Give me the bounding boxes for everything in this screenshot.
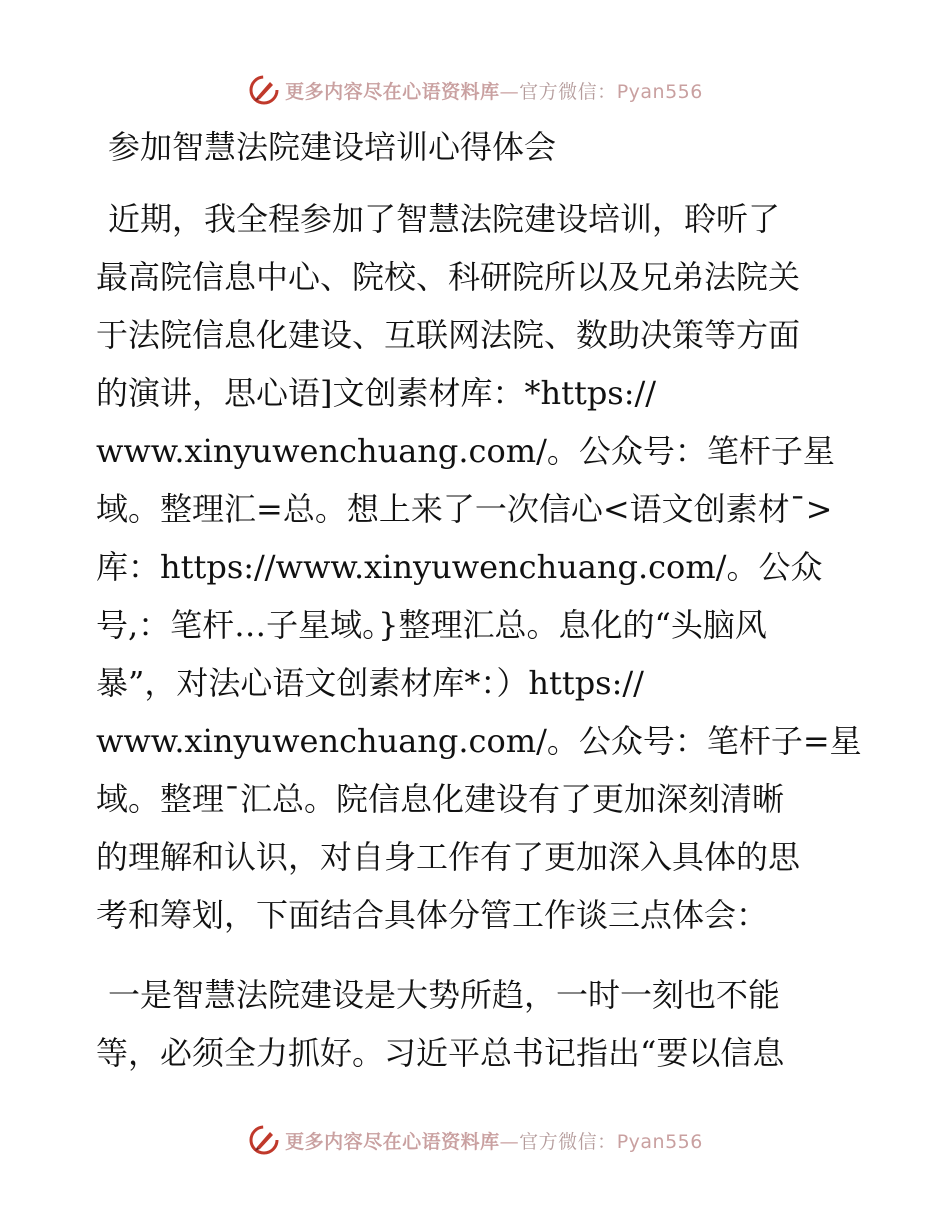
- header-watermark-banner: [0, 68, 950, 112]
- watermark-text: [285, 77, 703, 104]
- text-line: 域。整理¯汇总。院信息化建设有了更加深刻清晰: [96, 780, 785, 818]
- pen-logo-icon: [247, 73, 281, 107]
- watermark-sub: 官方微信：: [519, 80, 617, 103]
- watermark-wechat-id: Pyan556: [616, 80, 703, 103]
- text-line: 考和筹划，下面结合具体分管工作谈三点体会：: [96, 896, 769, 934]
- text-line: 最高院信息中心、院校、科研院所以及兄弟法院关: [96, 258, 801, 296]
- text-line: 暴”，对法心语文创素材库*：）https://: [96, 664, 644, 702]
- watermark-separator: —: [499, 1130, 520, 1153]
- text-line: 等，必须全力抓好。习近平总书记指出“要以信息: [96, 1034, 785, 1072]
- paragraph-1: [96, 190, 862, 944]
- document-title: 参加智慧法院建设培训心得体会: [108, 128, 557, 166]
- paragraph-2: [96, 966, 856, 1082]
- watermark-separator: —: [499, 80, 520, 103]
- text-line: 号,：笔杆…子星域。}整理汇总。息化的“头脑风: [96, 606, 767, 644]
- text-line: 库：https://www.xinyuwenchuang.com/。公众: [96, 548, 823, 586]
- text-line: 的演讲，思心语]文创素材库：*https://: [96, 374, 657, 412]
- watermark-text: [285, 1127, 703, 1154]
- text-line: www.xinyuwenchuang.com/。公众号：笔杆子星: [96, 432, 835, 470]
- footer-watermark-banner: [0, 1118, 950, 1162]
- pen-logo-icon: [247, 1123, 281, 1157]
- document-body: [96, 190, 862, 1082]
- watermark-wechat-id: Pyan556: [616, 1130, 703, 1153]
- paragraph-spacer: [96, 944, 856, 966]
- text-line: 的理解和认识，对自身工作有了更加深入具体的思: [96, 838, 801, 876]
- text-line: www.xinyuwenchuang.com/。公众号：笔杆子=星: [96, 722, 862, 760]
- watermark-sub: 官方微信：: [519, 1130, 617, 1153]
- watermark-main: 更多内容尽在心语资料库: [285, 80, 500, 103]
- text-line: 域。整理汇=总。想上来了一次信心<语文创素材¯>: [96, 490, 833, 528]
- text-line: 一是智慧法院建设是大势所趋，一时一刻也不能: [108, 976, 781, 1014]
- text-line: 近期，我全程参加了智慧法院建设培训，聆听了: [108, 200, 781, 238]
- text-line: 于法院信息化建设、互联网法院、数助决策等方面: [96, 316, 801, 354]
- watermark-main: 更多内容尽在心语资料库: [285, 1130, 500, 1153]
